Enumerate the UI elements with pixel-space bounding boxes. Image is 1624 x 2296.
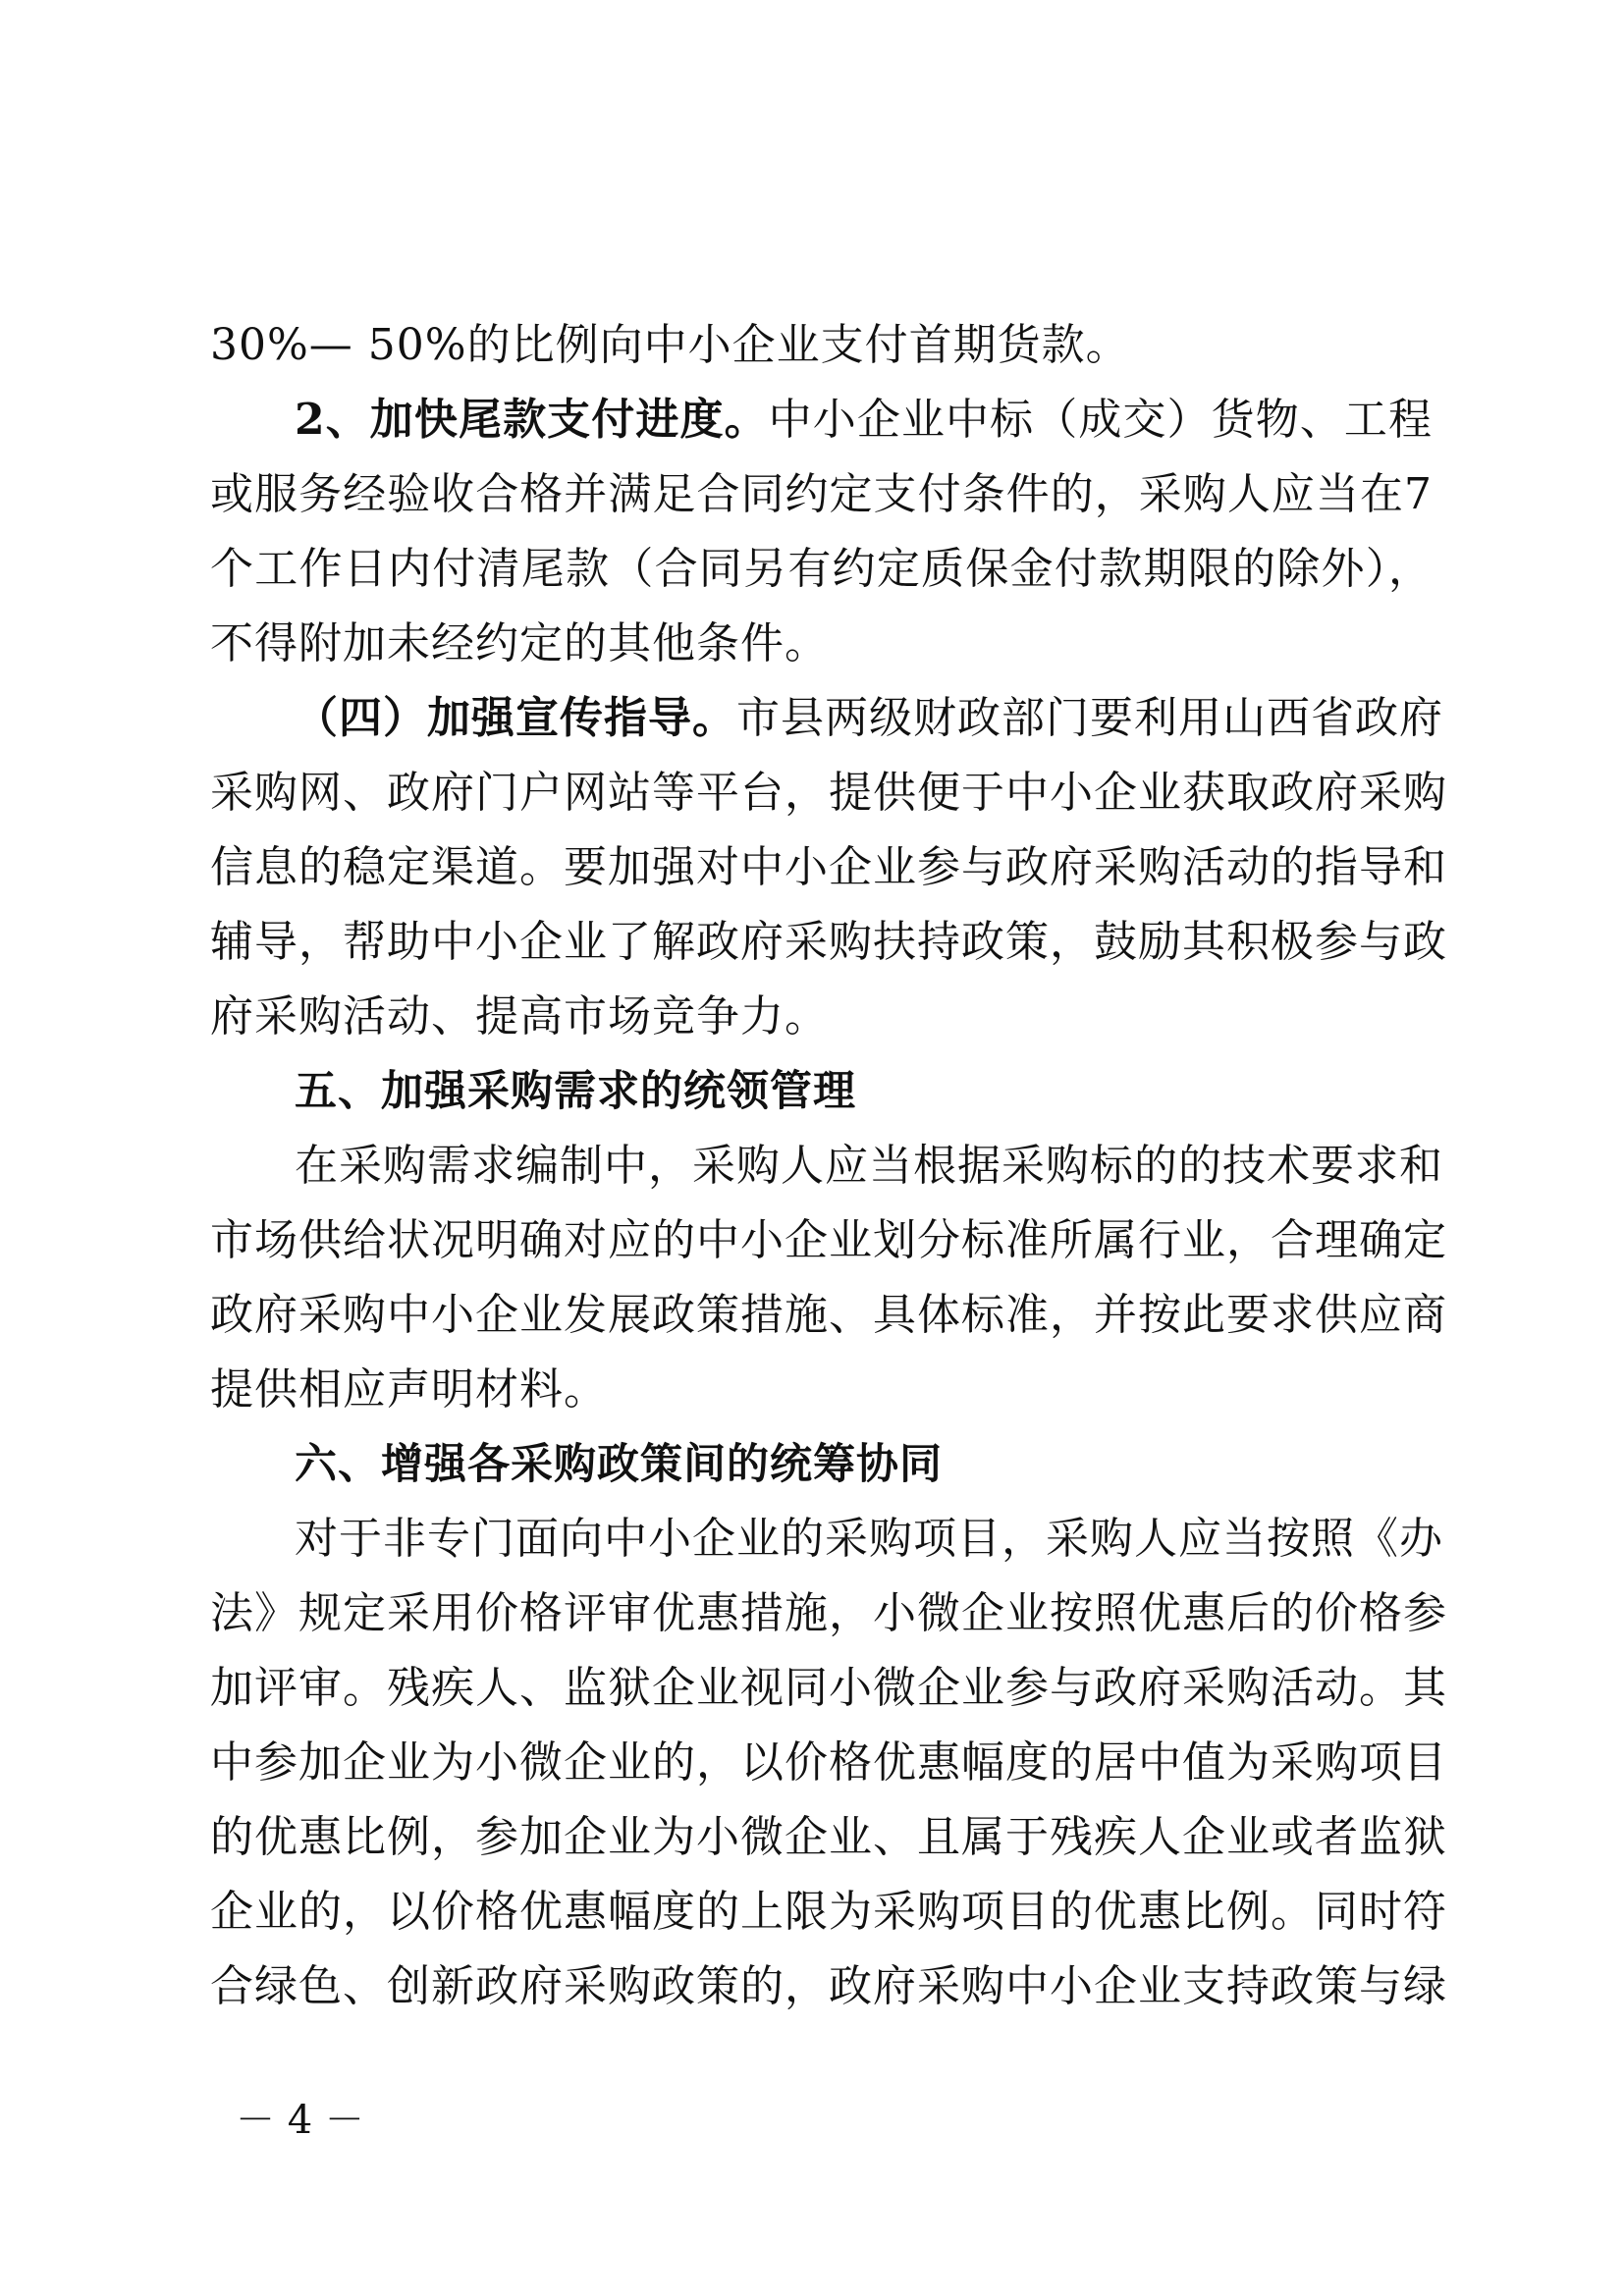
subsection-title: 2、加快尾款支付进度。 [295,395,769,445]
text-line-2: 2、加快尾款支付进度。中小企业中标（成交）货物、工程 [295,395,1434,445]
text-line-12: 在采购需求编制中，采购人应当根据采购标的的技术要求和 [295,1141,1443,1191]
subsection-title: （四）加强宣传指导。 [295,693,736,743]
text-line-23: 合绿色、创新政府采购政策的，政府采购中小企业支持政策与绿 [210,1961,1447,2011]
section-heading-6: 六、增强各采购政策间的统筹协同 [295,1440,943,1489]
text-line-7: 采购网、政府门户网站等平台，提供便于中小企业获取政府采购 [210,768,1447,818]
text-line-15: 提供相应声明材料。 [210,1364,608,1415]
text-line-13: 市场供给状况明确对应的中小企业划分标准所属行业，合理确定 [210,1215,1447,1265]
text-line-3: 或服务经验收合格并满足合同约定支付条件的，采购人应当在7 [210,469,1433,519]
text-line-17: 对于非专门面向中小企业的采购项目，采购人应当按照《办 [295,1514,1443,1564]
text-line-21: 的优惠比例，参加企业为小微企业、且属于残疾人企业或者监狱 [210,1812,1447,1862]
text-line-20: 中参加企业为小微企业的，以价格优惠幅度的居中值为采购项目 [210,1737,1447,1788]
text-line-22: 企业的，以价格优惠幅度的上限为采购项目的优惠比例。同时符 [210,1887,1447,1937]
text-line-9: 辅导，帮助中小企业了解政府采购扶持政策，鼓励其积极参与政 [210,917,1447,967]
text-line-8: 信息的稳定渠道。要加强对中小企业参与政府采购活动的指导和 [210,842,1447,892]
text-line-5: 不得附加未经约定的其他条件。 [210,618,829,668]
text-line-18: 法》规定采用价格评审优惠措施，小微企业按照优惠后的价格参 [210,1588,1447,1638]
text-line-19: 加评审。残疾人、监狱企业视同小微企业参与政府采购活动。其 [210,1663,1447,1713]
text-line-1: 30%— 50%的比例向中小企业支付首期货款。 [210,320,1130,370]
text-line-14: 政府采购中小企业发展政策措施、具体标准，并按此要求供应商 [210,1290,1447,1340]
text-line-6: （四）加强宣传指导。市县两级财政部门要利用山西省政府 [295,693,1443,743]
text-line-10: 府采购活动、提高市场竞争力。 [210,991,829,1041]
text-line-4: 个工作日内付清尾款（合同另有约定质保金付款期限的除外）， [210,544,1433,594]
page-number: － 4 － [236,2098,364,2143]
section-heading-5: 五、加强采购需求的统领管理 [295,1067,856,1116]
